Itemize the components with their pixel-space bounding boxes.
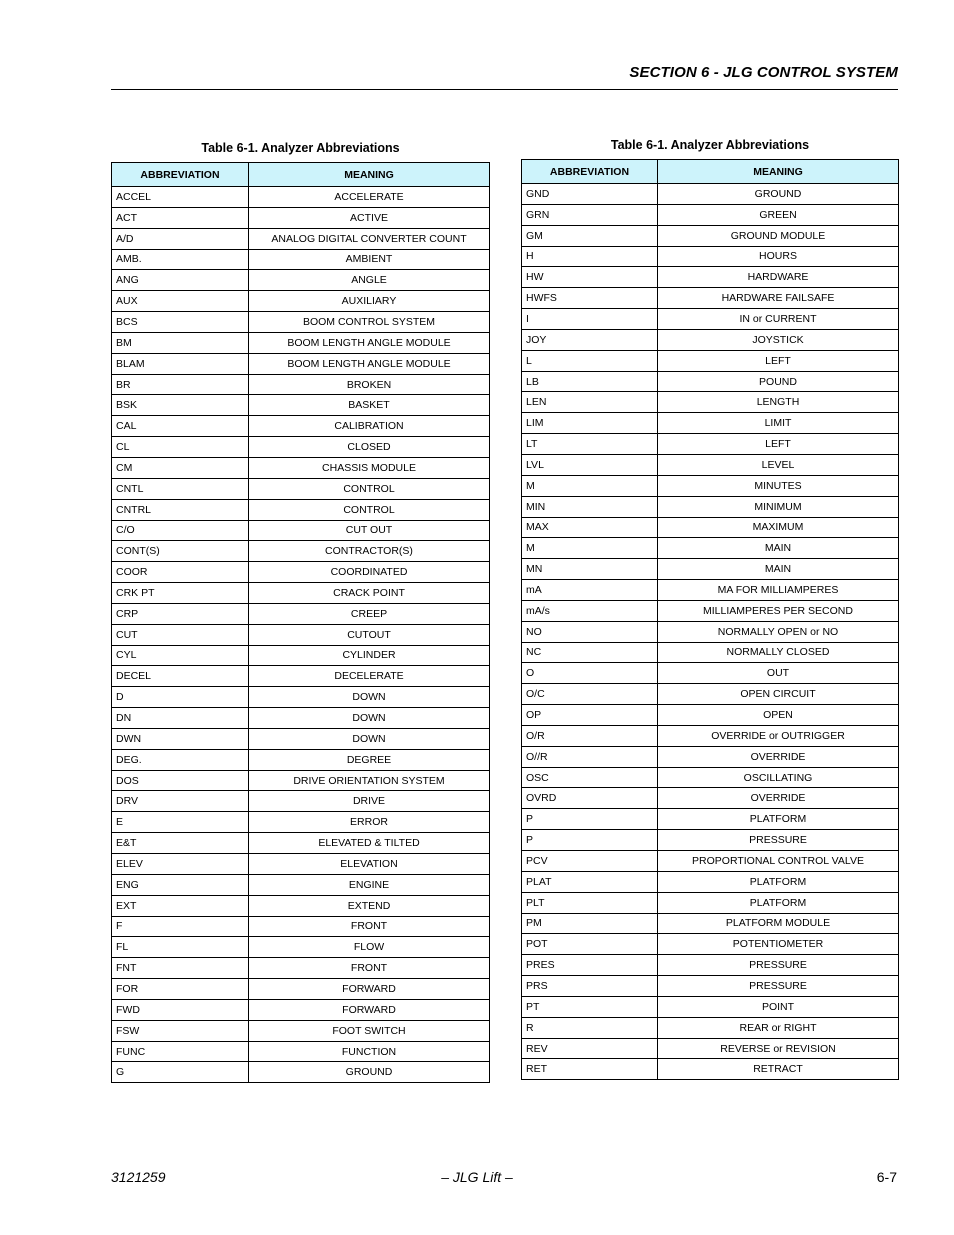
abbreviation-cell: PM	[522, 913, 658, 934]
table-row	[522, 184, 899, 205]
meaning-cell: CONTROL	[249, 499, 490, 520]
table-row	[522, 913, 899, 934]
abbreviation-cell: P	[522, 809, 658, 830]
abbreviation-cell: ELEV	[112, 854, 249, 875]
meaning-cell: PLATFORM	[658, 871, 899, 892]
abbreviation-cell: LT	[522, 434, 658, 455]
meaning-cell: OVERRIDE	[658, 746, 899, 767]
abbreviation-cell: HW	[522, 267, 658, 288]
table-row	[112, 520, 490, 541]
abbreviation-cell: JOY	[522, 329, 658, 350]
abbreviation-cell: AMB.	[112, 249, 249, 270]
abbreviation-cell: CAL	[112, 416, 249, 437]
table-row	[112, 562, 490, 583]
table-row	[112, 749, 490, 770]
abbreviation-cell: DWN	[112, 728, 249, 749]
meaning-cell: DRIVE	[249, 791, 490, 812]
meaning-cell: ACCELERATE	[249, 187, 490, 208]
abbreviation-cell: FOR	[112, 979, 249, 1000]
header-divider	[111, 89, 898, 90]
meaning-cell: BROKEN	[249, 374, 490, 395]
abbreviation-cell: REV	[522, 1038, 658, 1059]
meaning-cell: FORWARD	[249, 999, 490, 1020]
table-row	[522, 955, 899, 976]
abbreviation-cell: LB	[522, 371, 658, 392]
abbreviation-cell: CM	[112, 457, 249, 478]
abbreviation-cell: O/C	[522, 684, 658, 705]
meaning-cell: COORDINATED	[249, 562, 490, 583]
table-row	[112, 1041, 490, 1062]
meaning-cell: CRACK POINT	[249, 583, 490, 604]
abbreviation-cell: MAX	[522, 517, 658, 538]
table-row	[112, 979, 490, 1000]
abbreviation-cell: CL	[112, 437, 249, 458]
table-row	[112, 541, 490, 562]
meaning-cell: MINIMUM	[658, 496, 899, 517]
abbreviation-cell: BR	[112, 374, 249, 395]
table-row	[112, 478, 490, 499]
table-row	[522, 559, 899, 580]
meaning-cell: OUT	[658, 663, 899, 684]
meaning-cell: PLATFORM	[658, 809, 899, 830]
abbreviation-cell: CRP	[112, 603, 249, 624]
abbreviation-cell: BLAM	[112, 353, 249, 374]
meaning-cell: CUT OUT	[249, 520, 490, 541]
meaning-cell: PRESSURE	[658, 976, 899, 997]
table-row	[112, 958, 490, 979]
table-row	[522, 392, 899, 413]
meaning-cell: OPEN CIRCUIT	[658, 684, 899, 705]
abbreviation-cell: HWFS	[522, 288, 658, 309]
abbreviation-cell: L	[522, 350, 658, 371]
right-table-title: Table 6-1. Analyzer Abbreviations	[610, 138, 810, 152]
meaning-cell: GROUND	[658, 184, 899, 205]
table-row	[112, 833, 490, 854]
table-row	[112, 874, 490, 895]
table-row	[112, 916, 490, 937]
abbreviation-cell: COOR	[112, 562, 249, 583]
meaning-cell: OSCILLATING	[658, 767, 899, 788]
abbreviation-cell: F	[112, 916, 249, 937]
abbreviation-cell: O//R	[522, 746, 658, 767]
left-abbreviation-table-block	[111, 139, 490, 1083]
meaning-cell: CALIBRATION	[249, 416, 490, 437]
meaning-cell: ELEVATION	[249, 854, 490, 875]
abbreviation-cell: ANG	[112, 270, 249, 291]
meaning-cell: LENGTH	[658, 392, 899, 413]
abbreviation-cell: AUX	[112, 291, 249, 312]
meaning-cell: IN or CURRENT	[658, 309, 899, 330]
right-table-header-row	[522, 160, 899, 184]
table-row	[522, 725, 899, 746]
meaning-cell: DOWN	[249, 687, 490, 708]
table-row	[112, 228, 490, 249]
right-abbreviation-table-block	[521, 136, 899, 1080]
abbreviation-cell: FUNC	[112, 1041, 249, 1062]
abbreviation-cell: M	[522, 475, 658, 496]
abbreviation-cell: LEN	[522, 392, 658, 413]
meaning-cell: DECELERATE	[249, 666, 490, 687]
meaning-cell: CONTROL	[249, 478, 490, 499]
meaning-cell: OPEN	[658, 705, 899, 726]
abbreviation-cell: C/O	[112, 520, 249, 541]
abbreviation-cell: CUT	[112, 624, 249, 645]
meaning-cell: JOYSTICK	[658, 329, 899, 350]
table-row	[522, 246, 899, 267]
meaning-cell: AUXILIARY	[249, 291, 490, 312]
table-row	[522, 309, 899, 330]
table-row	[522, 371, 899, 392]
table-row	[112, 374, 490, 395]
table-row	[112, 416, 490, 437]
table-row	[522, 288, 899, 309]
table-row	[112, 312, 490, 333]
abbreviation-cell: GND	[522, 184, 658, 205]
abbreviation-cell: RET	[522, 1059, 658, 1080]
table-row	[112, 332, 490, 353]
right-col-meaning-header: MEANING	[658, 160, 899, 184]
meaning-cell: PLATFORM MODULE	[658, 913, 899, 934]
table-row	[522, 1017, 899, 1038]
table-row	[522, 934, 899, 955]
meaning-cell: FORWARD	[249, 979, 490, 1000]
meaning-cell: PROPORTIONAL CONTROL VALVE	[658, 851, 899, 872]
abbreviation-cell: FNT	[112, 958, 249, 979]
abbreviation-cell: GRN	[522, 204, 658, 225]
meaning-cell: BOOM CONTROL SYSTEM	[249, 312, 490, 333]
meaning-cell: ACTIVE	[249, 207, 490, 228]
table-row	[522, 454, 899, 475]
table-row	[112, 645, 490, 666]
table-row	[522, 788, 899, 809]
meaning-cell: DOWN	[249, 708, 490, 729]
meaning-cell: BASKET	[249, 395, 490, 416]
abbreviation-cell: LIM	[522, 413, 658, 434]
meaning-cell: ANALOG DIGITAL CONVERTER COUNT	[249, 228, 490, 249]
table-row	[522, 1059, 899, 1080]
meaning-cell: CREEP	[249, 603, 490, 624]
table-row	[112, 437, 490, 458]
document-number: 3121259	[111, 1169, 166, 1185]
table-row	[112, 603, 490, 624]
meaning-cell: MAXIMUM	[658, 517, 899, 538]
meaning-cell: MA FOR MILLIAMPERES	[658, 580, 899, 601]
abbreviation-cell: PT	[522, 996, 658, 1017]
table-row	[522, 538, 899, 559]
meaning-cell: BOOM LENGTH ANGLE MODULE	[249, 332, 490, 353]
abbreviation-cell: E	[112, 812, 249, 833]
table-row	[522, 851, 899, 872]
table-row	[522, 434, 899, 455]
abbreviation-cell: PRES	[522, 955, 658, 976]
table-row	[522, 517, 899, 538]
meaning-cell: OVERRIDE	[658, 788, 899, 809]
meaning-cell: PLATFORM	[658, 892, 899, 913]
table-row	[522, 684, 899, 705]
left-col-abbreviation-header: ABBREVIATION	[112, 163, 249, 187]
meaning-cell: POINT	[658, 996, 899, 1017]
meaning-cell: LEFT	[658, 350, 899, 371]
table-row	[112, 353, 490, 374]
abbreviation-cell: E&T	[112, 833, 249, 854]
abbreviation-cell: POT	[522, 934, 658, 955]
meaning-cell: GROUND MODULE	[658, 225, 899, 246]
table-row	[112, 187, 490, 208]
abbreviation-cell: ACT	[112, 207, 249, 228]
abbreviation-cell: DN	[112, 708, 249, 729]
abbreviation-cell: FSW	[112, 1020, 249, 1041]
meaning-cell: HARDWARE	[658, 267, 899, 288]
meaning-cell: FUNCTION	[249, 1041, 490, 1062]
table-row	[112, 999, 490, 1020]
abbreviation-cell: NC	[522, 642, 658, 663]
abbreviation-cell: CNTRL	[112, 499, 249, 520]
table-row	[522, 976, 899, 997]
meaning-cell: PRESSURE	[658, 955, 899, 976]
table-row	[522, 767, 899, 788]
abbreviation-cell: mA/s	[522, 600, 658, 621]
abbreviation-cell: MIN	[522, 496, 658, 517]
abbreviation-cell: DRV	[112, 791, 249, 812]
abbreviation-cell: PRS	[522, 976, 658, 997]
abbreviation-cell: NO	[522, 621, 658, 642]
table-row	[522, 642, 899, 663]
abbreviation-cell: PLAT	[522, 871, 658, 892]
table-row	[522, 1038, 899, 1059]
meaning-cell: FRONT	[249, 916, 490, 937]
section-title: SECTION 6 - JLG CONTROL SYSTEM	[629, 64, 898, 81]
meaning-cell: LEFT	[658, 434, 899, 455]
right-table-body	[522, 184, 899, 1080]
meaning-cell: PRESSURE	[658, 830, 899, 851]
meaning-cell: CONTRACTOR(S)	[249, 541, 490, 562]
table-row	[112, 249, 490, 270]
table-row	[522, 413, 899, 434]
meaning-cell: DOWN	[249, 728, 490, 749]
abbreviation-cell: O/R	[522, 725, 658, 746]
page-number: 6-7	[876, 1169, 897, 1185]
table-row	[522, 809, 899, 830]
abbreviation-cell: ACCEL	[112, 187, 249, 208]
abbreviation-cell: DECEL	[112, 666, 249, 687]
abbreviation-cell: FWD	[112, 999, 249, 1020]
abbreviation-cell: PLT	[522, 892, 658, 913]
abbreviation-cell: CRK PT	[112, 583, 249, 604]
meaning-cell: FRONT	[249, 958, 490, 979]
meaning-cell: BOOM LENGTH ANGLE MODULE	[249, 353, 490, 374]
abbreviation-cell: GM	[522, 225, 658, 246]
table-row	[112, 395, 490, 416]
table-row	[522, 496, 899, 517]
table-row	[112, 687, 490, 708]
meaning-cell: POUND	[658, 371, 899, 392]
table-row	[112, 583, 490, 604]
abbreviation-cell: mA	[522, 580, 658, 601]
table-row	[522, 475, 899, 496]
table-row	[112, 457, 490, 478]
abbreviation-cell: OP	[522, 705, 658, 726]
meaning-cell: REAR or RIGHT	[658, 1017, 899, 1038]
table-row	[112, 499, 490, 520]
meaning-cell: LEVEL	[658, 454, 899, 475]
table-row	[522, 830, 899, 851]
table-row	[112, 854, 490, 875]
abbreviation-cell: O	[522, 663, 658, 684]
abbreviation-cell: BM	[112, 332, 249, 353]
meaning-cell: DRIVE ORIENTATION SYSTEM	[249, 770, 490, 791]
table-row	[522, 621, 899, 642]
meaning-cell: EXTEND	[249, 895, 490, 916]
abbreviation-cell: FL	[112, 937, 249, 958]
table-row	[112, 708, 490, 729]
left-table-body	[112, 187, 490, 1083]
table-row	[522, 996, 899, 1017]
table-row	[112, 812, 490, 833]
abbreviation-cell: CNTL	[112, 478, 249, 499]
meaning-cell: AMBIENT	[249, 249, 490, 270]
meaning-cell: MAIN	[658, 559, 899, 580]
table-row	[522, 871, 899, 892]
meaning-cell: FOOT SWITCH	[249, 1020, 490, 1041]
abbreviation-cell: I	[522, 309, 658, 330]
abbreviation-cell: MN	[522, 559, 658, 580]
table-row	[112, 937, 490, 958]
meaning-cell: MINUTES	[658, 475, 899, 496]
meaning-cell: MAIN	[658, 538, 899, 559]
meaning-cell: ANGLE	[249, 270, 490, 291]
right-abbreviation-table	[521, 159, 899, 1080]
meaning-cell: ENGINE	[249, 874, 490, 895]
table-row	[112, 666, 490, 687]
table-row	[522, 892, 899, 913]
abbreviation-cell: CYL	[112, 645, 249, 666]
left-abbreviation-table	[111, 162, 490, 1083]
abbreviation-cell: A/D	[112, 228, 249, 249]
meaning-cell: RETRACT	[658, 1059, 899, 1080]
meaning-cell: ERROR	[249, 812, 490, 833]
table-row	[522, 600, 899, 621]
table-row	[522, 267, 899, 288]
meaning-cell: ELEVATED & TILTED	[249, 833, 490, 854]
abbreviation-cell: D	[112, 687, 249, 708]
abbreviation-cell: DEG.	[112, 749, 249, 770]
abbreviation-cell: OVRD	[522, 788, 658, 809]
meaning-cell: FLOW	[249, 937, 490, 958]
abbreviation-cell: CONT(S)	[112, 541, 249, 562]
abbreviation-cell: ENG	[112, 874, 249, 895]
footer-brand: – JLG Lift –	[441, 1169, 513, 1185]
table-row	[522, 705, 899, 726]
meaning-cell: MILLIAMPERES PER SECOND	[658, 600, 899, 621]
abbreviation-cell: H	[522, 246, 658, 267]
table-row	[522, 580, 899, 601]
table-row	[112, 728, 490, 749]
abbreviation-cell: BSK	[112, 395, 249, 416]
table-row	[522, 350, 899, 371]
meaning-cell: CLOSED	[249, 437, 490, 458]
left-table-header-row	[112, 163, 490, 187]
abbreviation-cell: EXT	[112, 895, 249, 916]
table-row	[522, 663, 899, 684]
meaning-cell: POTENTIOMETER	[658, 934, 899, 955]
table-row	[522, 746, 899, 767]
left-col-meaning-header: MEANING	[249, 163, 490, 187]
table-row	[112, 624, 490, 645]
meaning-cell: DEGREE	[249, 749, 490, 770]
table-row	[112, 1020, 490, 1041]
table-row	[522, 329, 899, 350]
abbreviation-cell: BCS	[112, 312, 249, 333]
meaning-cell: REVERSE or REVISION	[658, 1038, 899, 1059]
table-row	[112, 791, 490, 812]
table-row	[112, 270, 490, 291]
table-row	[112, 207, 490, 228]
right-col-abbreviation-header: ABBREVIATION	[522, 160, 658, 184]
meaning-cell: OVERRIDE or OUTRIGGER	[658, 725, 899, 746]
meaning-cell: NORMALLY CLOSED	[658, 642, 899, 663]
left-table-title: Table 6-1. Analyzer Abbreviations	[201, 141, 400, 155]
abbreviation-cell: G	[112, 1062, 249, 1083]
abbreviation-cell: M	[522, 538, 658, 559]
abbreviation-cell: LVL	[522, 454, 658, 475]
table-row	[112, 291, 490, 312]
meaning-cell: HARDWARE FAILSAFE	[658, 288, 899, 309]
meaning-cell: CUTOUT	[249, 624, 490, 645]
table-row	[522, 204, 899, 225]
abbreviation-cell: R	[522, 1017, 658, 1038]
abbreviation-cell: PCV	[522, 851, 658, 872]
abbreviation-cell: P	[522, 830, 658, 851]
meaning-cell: HOURS	[658, 246, 899, 267]
table-row	[112, 1062, 490, 1083]
meaning-cell: GROUND	[249, 1062, 490, 1083]
abbreviation-cell: OSC	[522, 767, 658, 788]
table-row	[112, 895, 490, 916]
meaning-cell: LIMIT	[658, 413, 899, 434]
table-row	[522, 225, 899, 246]
meaning-cell: NORMALLY OPEN or NO	[658, 621, 899, 642]
meaning-cell: GREEN	[658, 204, 899, 225]
abbreviation-cell: DOS	[112, 770, 249, 791]
meaning-cell: CYLINDER	[249, 645, 490, 666]
meaning-cell: CHASSIS MODULE	[249, 457, 490, 478]
table-row	[112, 770, 490, 791]
